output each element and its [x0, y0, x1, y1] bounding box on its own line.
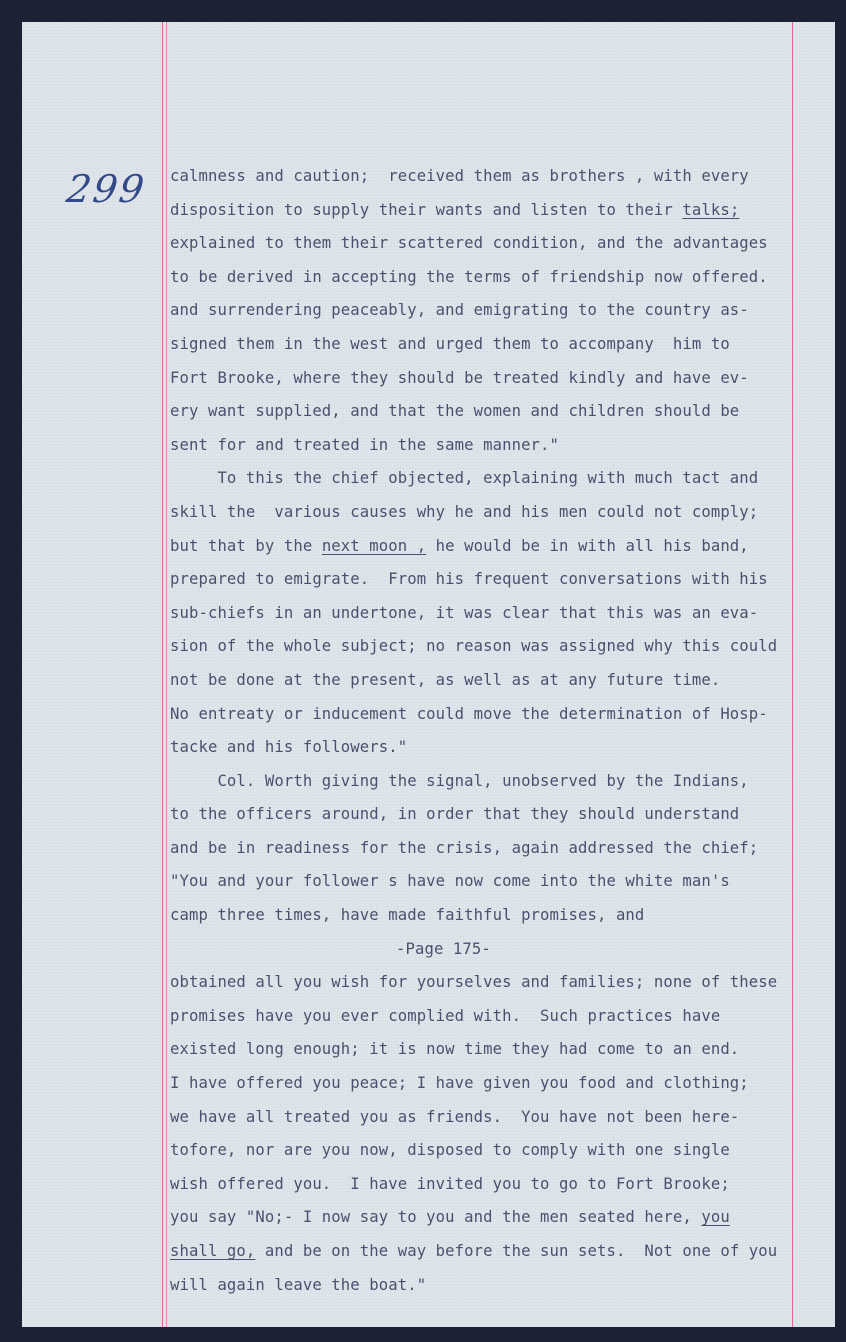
- text-line: camp three times, have made faithful promises, and: [170, 906, 645, 925]
- underlined-text: talks;: [682, 200, 740, 219]
- text-line: signed them in the west and urged them to accompany him to: [170, 334, 730, 353]
- text-line: to the officers around, in order that they should understand: [170, 805, 740, 824]
- underlined-text: shall go,: [170, 1242, 256, 1260]
- text-line: but that by the next moon , he would be in with all his band,: [170, 536, 749, 555]
- underlined-text: you: [701, 1208, 730, 1227]
- left-margin-rule-inner: [166, 22, 167, 1327]
- text-line: sub-chiefs in an undertone, it was clear that this was an eva-: [170, 603, 759, 622]
- text-line: disposition to supply their wants and listen to their talks;: [170, 200, 740, 219]
- text-line: To this the chief objected, explaining with much tact and: [170, 469, 759, 488]
- text-line: Fort Brooke, where they should be treated kindly and have ev-: [170, 368, 749, 387]
- text-line: we have all treated you as friends. You have not been here-: [170, 1107, 740, 1126]
- text-line: tofore, nor are you now, disposed to comply with one single: [170, 1141, 730, 1160]
- text-line: wish offered you. I have invited you to go to Fort Brooke;: [170, 1174, 730, 1193]
- text-line: you say "No;- I now say to you and the men seated here, you: [170, 1208, 730, 1227]
- underlined-text: next moon ,: [321, 536, 427, 555]
- text-line: skill the various causes why he and his men could not comply;: [170, 502, 759, 521]
- text-line: No entreaty or inducement could move the determination of Hosp-: [170, 704, 768, 723]
- text-line: prepared to emigrate. From his frequent conversations with his: [170, 570, 768, 589]
- text-line: existed long enough; it is now time they had come to an end.: [170, 1040, 740, 1059]
- text-line: not be done at the present, as well as at any future time.: [170, 670, 721, 689]
- text-line: and surrendering peaceably, and emigrating to the country as-: [170, 301, 749, 320]
- text-line: Col. Worth giving the signal, unobserved by the Indians,: [170, 771, 749, 790]
- text-line: "You and your follower s have now come into the white man's: [170, 872, 730, 891]
- text-line: shall go, and be on the way before the sun sets. Not one of you: [170, 1242, 778, 1260]
- text-line: tacke and his followers.": [170, 738, 408, 757]
- left-margin-rule: [162, 22, 163, 1327]
- text-line: sion of the whole subject; no reason was assigned why this could: [170, 637, 778, 656]
- text-line: to be derived in accepting the terms of friendship now offered.: [170, 267, 768, 286]
- page-marker: -Page 175-: [396, 939, 491, 958]
- text-line: explained to them their scattered condition, and the advantages: [170, 234, 768, 253]
- text-line: promises have you ever complied with. Such practices have: [170, 1006, 721, 1025]
- handwritten-page-number: 299: [63, 167, 149, 211]
- typescript-page: [22, 22, 835, 1327]
- text-line: ery want supplied, and that the women and children should be: [170, 402, 740, 421]
- text-line: I have offered you peace; I have given you food and clothing;: [170, 1074, 749, 1093]
- text-line: obtained all you wish for yourselves and families; none of these: [170, 973, 778, 992]
- text-line: calmness and caution; received them as brothers , with every: [170, 167, 749, 185]
- text-line: sent for and treated in the same manner.": [170, 435, 560, 454]
- text-line: will again leave the boat.": [170, 1275, 427, 1294]
- text-line: and be in readiness for the crisis, again addressed the chief;: [170, 838, 759, 857]
- typed-text-body: [170, 160, 830, 1302]
